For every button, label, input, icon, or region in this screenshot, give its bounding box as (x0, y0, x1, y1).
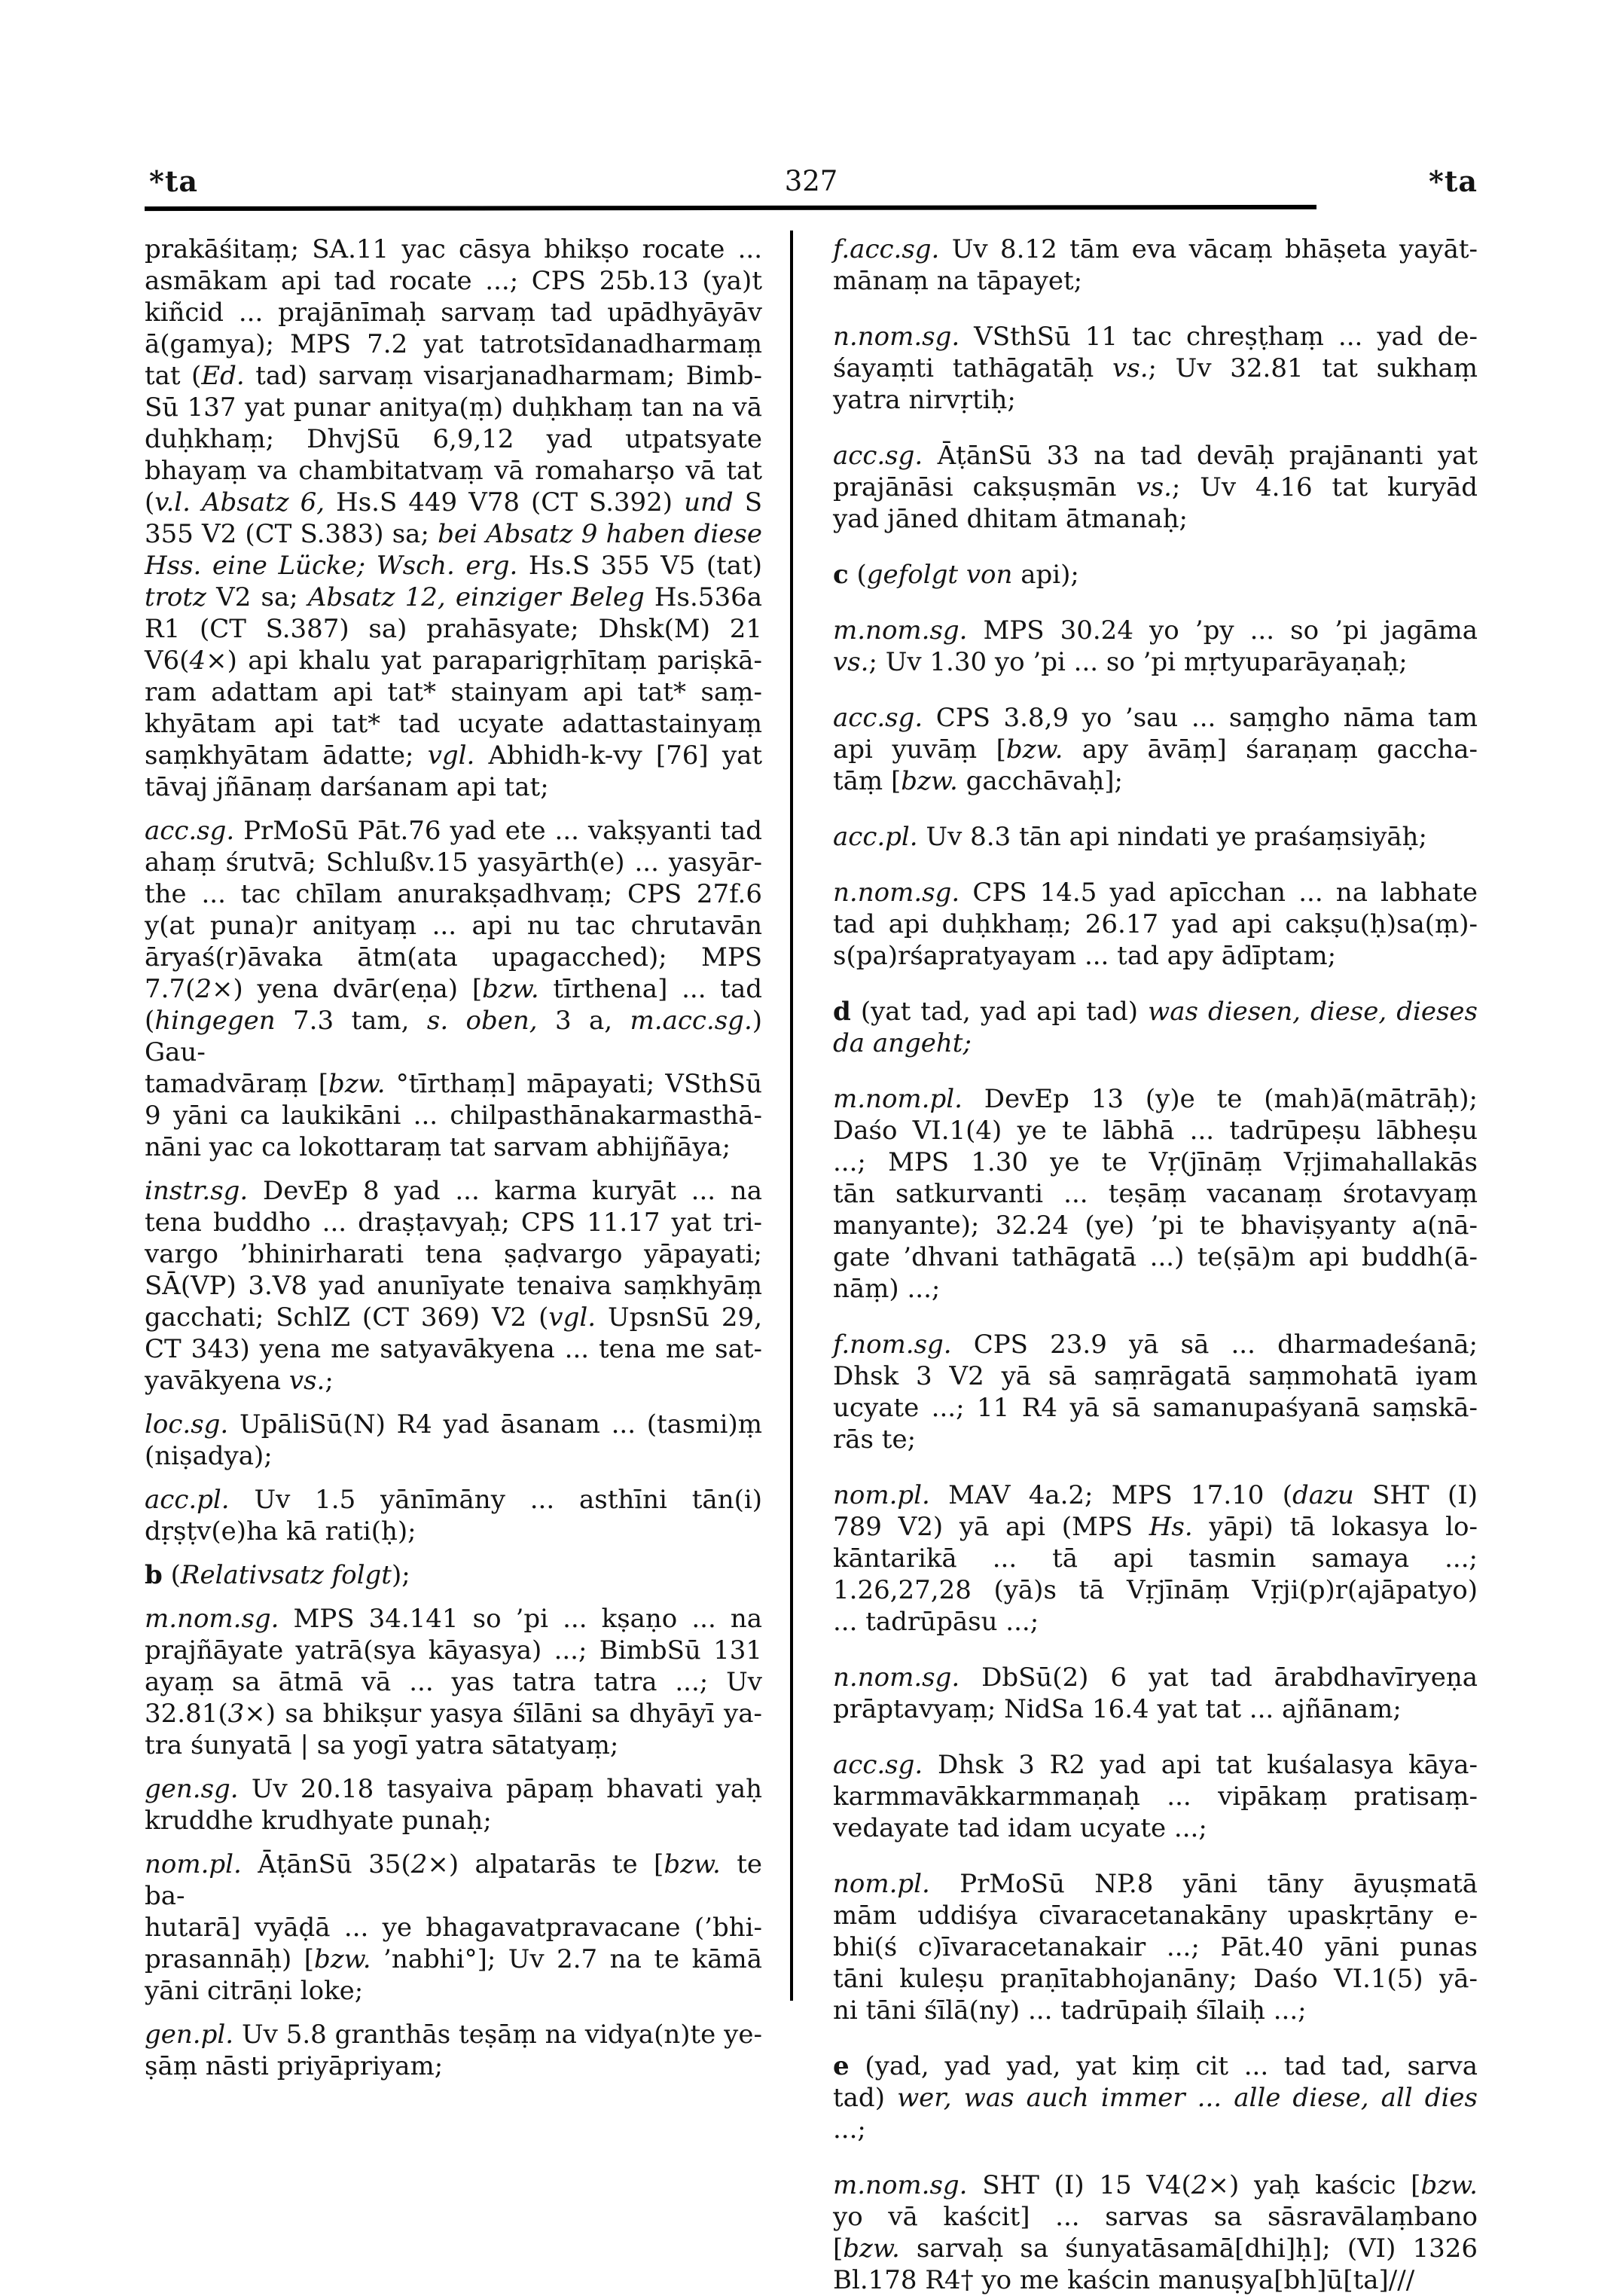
text-line: V6(4×) api khalu yat paraparigṛhītaṃ pariṣkā- (145, 646, 762, 676)
text-line: ...; MPS 1.30 ye te Vṛ(jīnāṃ Vṛjimahallakās (833, 1147, 1478, 1177)
text-line: bhi(ś c)īvaracetanakair ...; Pāt.40 yāni punas (833, 1932, 1478, 1962)
text-line: the ... tac chīlam anurakṣadhvaṃ; CPS 27f.6 (145, 879, 762, 909)
entry-paragraph (833, 440, 1478, 535)
text-line: prasannāḥ) [bzw. ’nabhi°]; Uv 2.7 na te kāmā (145, 1944, 762, 1974)
text-line: Sū 137 yat punar anitya(ṃ) duḥkhaṃ tan na vā (145, 392, 762, 423)
column-left (145, 234, 762, 2082)
entry-paragraph (833, 821, 1478, 853)
entry-paragraph (145, 1603, 762, 1761)
text-line: m.nom.sg. SHT (I) 15 V4(2×) yaḥ kaścic [bzw. (833, 2170, 1478, 2200)
text-line: gen.pl. Uv 5.8 granthās teṣāṃ na vidya(n)te ye- (145, 2020, 762, 2050)
entry-paragraph (833, 559, 1478, 591)
guide-word-right: *ta (1428, 164, 1478, 198)
text-line: śayaṃti tathāgatāḥ vs.; Uv 32.81 tat sukhaṃ (833, 353, 1478, 383)
text-line: rās te; (833, 1424, 917, 1455)
text-line: ...; (833, 2114, 866, 2145)
entry-paragraph (145, 1559, 762, 1591)
entry-paragraph (833, 1329, 1478, 1455)
text-line: R1 (CT S.387) sa) prahāsyate; Dhsk(M) 21 (145, 614, 762, 644)
text-line: prajānāsi cakṣuṣmān vs.; Uv 4.16 tat kuryād (833, 472, 1478, 502)
text-line: tāni kuleṣu praṇītabhojanāny; Daśo VI.1(5) yā- (833, 1964, 1478, 1994)
text-line: 32.81(3×) sa bhikṣur yasya śīlāni sa dhyāyī ya- (145, 1699, 762, 1729)
text-line: m.nom.pl. DevEp 13 (y)e te (mah)ā(mātrāḥ); (833, 1084, 1478, 1114)
text-line: saṃkhyātam ādatte; vgl. Abhidh-k-vy [76] yat (145, 740, 763, 771)
text-line: acc.pl. Uv 1.5 yānīmāny ... asthīni tān(i) (145, 1485, 762, 1515)
text-line: acc.sg. ĀṭānSū 33 na tad devāḥ prajānanti yat (833, 441, 1478, 471)
text-line: y(at puna)r anityaṃ ... api nu tac chrutavān (145, 911, 762, 941)
text-line: acc.sg. Dhsk 3 R2 yad api tat kuśalasya kāya- (833, 1750, 1478, 1780)
text-line: bhayaṃ va chambitatvaṃ vā romaharṣo vā tat (145, 456, 762, 486)
text-columns (145, 234, 1478, 2296)
column-right (833, 234, 1478, 2296)
text-line: mām uddiśya cīvaracetanakāny upaskṛtāny e- (833, 1901, 1478, 1931)
text-line: āryaś(r)āvaka ātm(ata upagacched); MPS (145, 942, 762, 972)
text-line: Dhsk 3 V2 yā sā saṃrāgatā saṃmohatā iyam (833, 1361, 1478, 1391)
text-line: b (Relativsatz folgt); (145, 1560, 410, 1590)
text-line: yad jāned dhitam ātmanaḥ; (833, 504, 1188, 534)
text-line: mānaṃ na tāpayet; (833, 266, 1083, 296)
text-line: api yuvāṃ [bzw. apy āvāṃ] śaraṇaṃ gaccha- (833, 734, 1478, 765)
text-line: nom.pl. MAV 4a.2; MPS 17.10 (dazu SHT (I) (833, 1480, 1478, 1510)
text-line: nāṃ) ...; (833, 1274, 941, 1304)
entry-paragraph (145, 1849, 762, 2007)
text-line: ayaṃ sa ātmā vā ... yas tatra tatra ...; Uv (145, 1667, 762, 1697)
entry-paragraph (833, 1868, 1478, 2026)
text-line: gen.sg. Uv 20.18 tasyaiva pāpaṃ bhavati yaḥ (145, 1774, 762, 1804)
text-line: c (gefolgt von api); (833, 560, 1079, 590)
text-line: Hss. eine Lücke; Wsch. erg. Hs.S 355 V5 (tat) (145, 551, 762, 581)
text-line: n.nom.sg. DbSū(2) 6 yat tad ārabdhavīryeṇa (833, 1662, 1478, 1693)
entry-paragraph (145, 815, 762, 1163)
text-line: asmākam api tad rocate ...; CPS 25b.13 (ya)t (145, 266, 762, 296)
text-line: tra śunyatā | sa yogī yatra sātatyaṃ; (145, 1730, 619, 1760)
text-line: nāni yac ca lokottaraṃ tat sarvam abhijñāya; (145, 1132, 731, 1162)
text-line: karmmavākkarmmaṇaḥ ... vipākaṃ pratisaṃ- (833, 1782, 1478, 1812)
text-line: tad api duḥkhaṃ; 26.17 yad api cakṣu(ḥ)sa(ṃ)- (833, 909, 1478, 939)
page-header (145, 164, 1478, 202)
entry-paragraph (833, 234, 1478, 297)
text-line: f.acc.sg. Uv 8.12 tām eva vācaṃ bhāṣeta yayāt- (833, 234, 1478, 264)
text-line: loc.sg. UpāliSū(N) R4 yad āsanam ... (tasmi)ṃ (145, 1409, 762, 1440)
text-line: ... tadrūpāsu ...; (833, 1607, 1039, 1637)
text-line: ucyate ...; 11 R4 yā sā samanupaśyanā saṃskā- (833, 1393, 1478, 1423)
text-line: d (yat tad, yad api tad) was diesen, diese, dieses (833, 997, 1478, 1027)
text-line: m.nom.sg. MPS 34.141 so ’pi ... kṣaṇo ... na (145, 1604, 762, 1634)
text-line: 1.26,27,28 (yā)s tā Vṛjīnāṃ Vṛji(p)r(ajāpatyo) (833, 1575, 1478, 1605)
text-line: nom.pl. ĀṭānSū 35(2×) alpatarās te [bzw. te ba- (145, 1849, 763, 1911)
text-line: da angeht; (833, 1028, 972, 1058)
entry-paragraph (833, 615, 1478, 678)
text-line: tān satkurvanti ... teṣāṃ vacanaṃ śrotavyaṃ (833, 1179, 1478, 1209)
entry-paragraph (145, 2019, 762, 2082)
text-line: vedayate tad idam ucyate ...; (833, 1813, 1207, 1843)
entry-paragraph (145, 1773, 762, 1836)
text-line: CT 343) yena me satyavākyena ... tena me sat- (145, 1334, 762, 1364)
text-line: kiñcid ... prajānīmaḥ sarvaṃ tad upādhyāyāv (145, 298, 762, 328)
text-line: yo vā kaścit] ... sarvas sa sāsravālaṃbano (833, 2202, 1478, 2232)
text-line: kāntarikā ... tā api tasmin samaya ...; (833, 1543, 1478, 1574)
entry-paragraph (833, 1749, 1478, 1844)
text-line: SĀ(VP) 3.V8 yad anunīyate tenaiva saṃkhyāṃ (145, 1271, 762, 1301)
text-line: manyante); 32.24 (ye) ’pi te bhaviṣyanty a(nā- (833, 1211, 1478, 1241)
text-line: tat (Ed. tad) sarvaṃ visarjanadharmam; Bimb- (145, 361, 762, 391)
text-line: dṛṣṭv(e)ha kā rati(ḥ); (145, 1516, 416, 1546)
text-line: 9 yāni ca laukikāni ... chilpasthānakarmasthā- (145, 1101, 762, 1131)
entry-paragraph (833, 877, 1478, 972)
entry-paragraph (833, 2169, 1478, 2296)
entry-paragraph (145, 234, 762, 803)
entry-paragraph (145, 1409, 762, 1472)
text-line: n.nom.sg. VSthSū 11 tac chreṣṭhaṃ ... yad de- (833, 322, 1478, 352)
text-line: vargo ’bhinirharati tena ṣaḍvargo yāpayati; (145, 1239, 762, 1269)
entry-paragraph (145, 1484, 762, 1547)
entry-paragraph (833, 1662, 1478, 1725)
text-line: vs.; Uv 1.30 yo ’pi ... so ’pi mṛtyuparāyaṇaḥ; (833, 647, 1408, 677)
guide-word-left: *ta (149, 164, 199, 198)
text-line: duḥkhaṃ; DhvjSū 6,9,12 yad utpatsyate (145, 424, 762, 454)
header-rule (145, 205, 1316, 211)
text-line: (niṣadya); (145, 1441, 273, 1471)
text-line: e (yad, yad yad, yat kiṃ cit ... tad tad, sarva (833, 2051, 1478, 2081)
text-line: tāvaj jñānaṃ darśanam api tat; (145, 772, 549, 802)
entry-paragraph (833, 1479, 1478, 1638)
text-line: ahaṃ śrutvā; Schlußv.15 yasyārth(e) ... yasyār- (145, 847, 762, 878)
text-line: acc.sg. CPS 3.8,9 yo ’sau ... saṃgho nāma tam (833, 703, 1478, 733)
entry-paragraph (833, 2050, 1478, 2145)
entry-paragraph (145, 1175, 762, 1397)
text-line: tamadvāraṃ [bzw. °tīrthaṃ] māpayati; VSthSū (145, 1069, 762, 1099)
text-line: (v.l. Absatz 6, Hs.S 449 V78 (CT S.392) und S (145, 487, 762, 518)
text-line: gate ’dhvani tathāgatā ...) te(ṣā)m api buddh(ā- (833, 1242, 1478, 1272)
text-line: ā(gamya); MPS 7.2 yat tatrotsīdanadharmaṃ (145, 329, 762, 359)
text-line: 789 V2) yā api (MPS Hs. yāpi) tā lokasya lo- (833, 1512, 1478, 1542)
text-line: 355 V2 (CT S.383) sa; bei Absatz 9 haben diese (145, 519, 762, 549)
text-line: yatra nirvṛtiḥ; (833, 385, 1016, 415)
entry-paragraph (833, 1083, 1478, 1305)
text-line: s(pa)rśapratyayam ... tad apy ādīptam; (833, 941, 1337, 971)
text-line: tad) wer, was auch immer ... alle diese, all dies (833, 2083, 1478, 2113)
text-line: prajñāyate yatrā(sya kāyasya) ...; BimbSū 131 (145, 1635, 762, 1666)
text-line: ram adattam api tat* stainyam api tat* saṃ- (145, 677, 762, 707)
text-line: instr.sg. DevEp 8 yad ... karma kuryāt ... na (145, 1176, 762, 1206)
text-line: Bl.178 R4† yo me kaścin manuṣya[bh]ū[ta]/// (833, 2265, 1415, 2295)
text-line: ni tāni śīlā(ny) ... tadrūpaiḥ śīlaiḥ ...; (833, 1995, 1307, 2026)
text-line: [bzw. sarvaḥ sa śunyatāsamā[dhi]ḥ]; (VI) 1326 (833, 2233, 1478, 2264)
text-line: acc.pl. Uv 8.3 tān api nindati ye praśaṃsiyāḥ; (833, 822, 1427, 852)
text-line: yavākyena vs.; (145, 1366, 334, 1396)
text-line: m.nom.sg. MPS 30.24 yo ’py ... so ’pi jagāma (833, 615, 1478, 646)
text-line: kruddhe krudhyate punaḥ; (145, 1806, 492, 1836)
text-line: trotz V2 sa; Absatz 12, einziger Beleg Hs.536a (145, 582, 762, 612)
text-line: prakāśitaṃ; SA.11 yac cāsya bhikṣo rocate ... (145, 234, 762, 264)
text-line: ṣāṃ nāsti priyāpriyam; (145, 2051, 444, 2081)
text-line: hutarā] vyāḍā ... ye bhagavatpravacane (’bhi- (145, 1913, 762, 1943)
text-line: khyātam api tat* tad ucyate adattastainyaṃ (145, 709, 762, 739)
text-line: nom.pl. PrMoSū NP.8 yāni tāny āyuṣmatā (833, 1869, 1478, 1899)
text-line: f.nom.sg. CPS 23.9 yā sā ... dharmadeśanā; (833, 1330, 1478, 1360)
text-line: Daśo VI.1(4) ye te lābhā ... tadrūpeṣu lābheṣu (833, 1116, 1478, 1146)
text-line: prāptavyaṃ; NidSa 16.4 yat tat ... ajñānam; (833, 1694, 1402, 1724)
text-line: gacchati; SchlZ (CT 369) V2 (vgl. UpsnSū 29, (145, 1302, 762, 1333)
text-line: n.nom.sg. CPS 14.5 yad apīcchan ... na labhate (833, 878, 1478, 908)
text-line: tena buddho ... draṣṭavyaḥ; CPS 11.17 yat tri- (145, 1208, 762, 1238)
entry-paragraph (833, 996, 1478, 1059)
text-line: tāṃ [bzw. gacchāvaḥ]; (833, 766, 1124, 796)
text-line: yāni citrāṇi loke; (145, 1976, 364, 2006)
entry-paragraph (833, 321, 1478, 416)
page-number: 327 (784, 165, 838, 197)
text-line: acc.sg. PrMoSū Pāt.76 yad ete ... vakṣyanti tad (145, 816, 762, 846)
entry-paragraph (833, 702, 1478, 797)
text-line: (hingegen 7.3 tam, s. oben, 3 a, m.acc.sg.) Gau- (145, 1006, 763, 1067)
text-line: 7.7(2×) yena dvār(eṇa) [bzw. tīrthena] ... tad (145, 974, 762, 1004)
